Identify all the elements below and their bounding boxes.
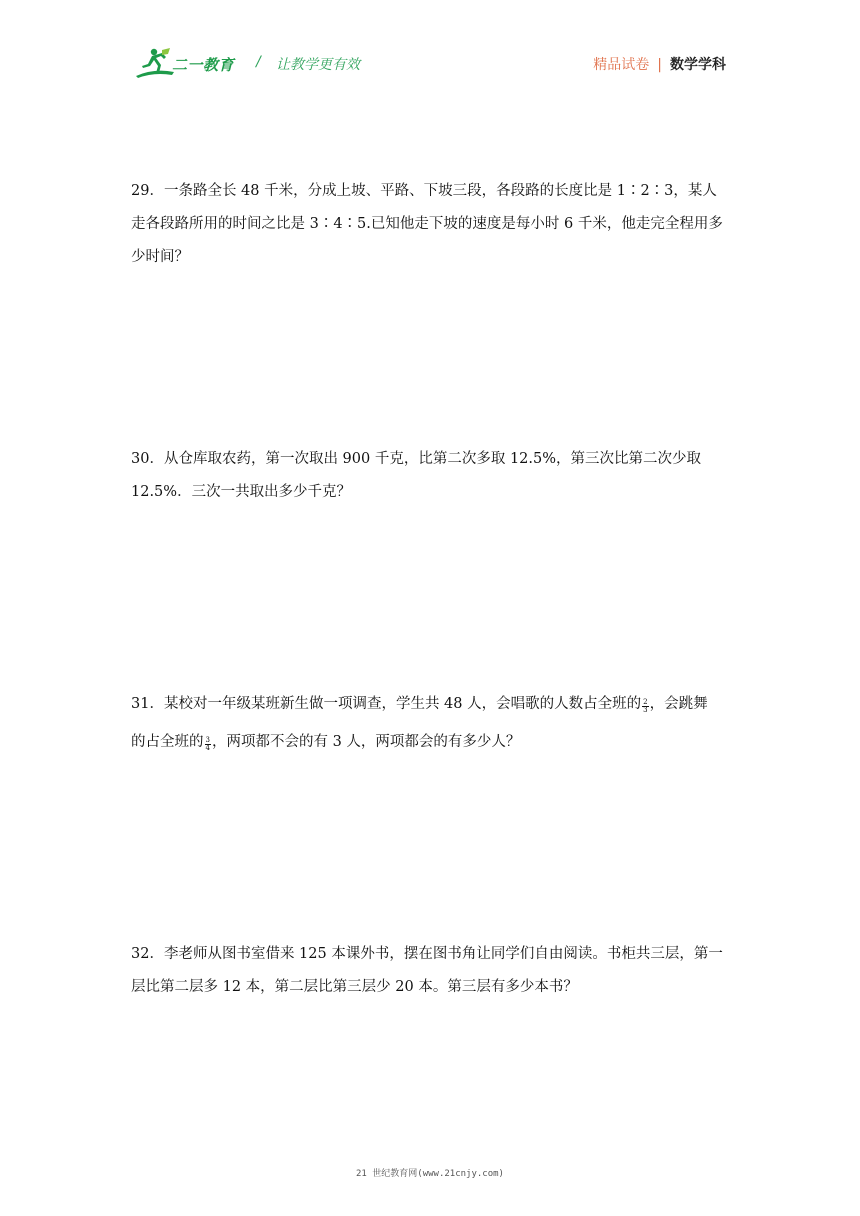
question-line: 12.5%．三次一共取出多少千克？ [131, 484, 352, 500]
fraction-denominator: 3 [643, 706, 648, 714]
question-line: 32．李老师从图书室借来 125 本课外书，摆在图书角让同学们自由阅读。书柜共三层，第一 [131, 946, 723, 962]
question-line: 29．一条路全长 48 千米，分成上坡、平路、下坡三段，各段路的长度比是 1∶2∶3，某人 [131, 183, 717, 199]
slogan-separator: / [256, 54, 261, 70]
header-separator: | [657, 57, 662, 73]
fraction-numerator: 3 [205, 736, 210, 744]
question-29 [131, 175, 731, 274]
question-text: 的占全班的 [131, 734, 204, 750]
question-line: 少时间？ [131, 249, 189, 265]
question-line: 走各段路所用的时间之比是 3∶4∶5.已知他走下坡的速度是每小时 6 千米，他走完全程用多 [131, 216, 723, 232]
subject-label: 数学学科 [670, 57, 726, 73]
question-text: ，会跳舞 [649, 696, 708, 712]
question-line [131, 723, 731, 761]
fraction-three-quarters [205, 737, 211, 752]
question-text: ，两项都不会的有 3 人，两项都会的有多少人？ [211, 734, 521, 750]
question-32 [131, 938, 731, 1004]
question-line: 层比第二层多 12 本，第二层比第三层少 20 本。第三层有多少本书？ [131, 979, 578, 995]
fraction-numerator: 2 [643, 698, 648, 706]
question-line: 30．从仓库取农药，第一次取出 900 千克，比第二次多取 12.5%，第三次比第二次少取 [131, 451, 702, 467]
question-31 [131, 685, 731, 761]
question-30 [131, 443, 731, 509]
fraction-two-thirds [642, 699, 648, 714]
slogan: 让教学更有效 [276, 57, 360, 73]
question-line [131, 685, 731, 723]
header-right [593, 54, 726, 74]
page-footer: 21 世纪教育网(www.21cnjy.com) [356, 1169, 504, 1179]
logo-text: 二一教育 [172, 56, 235, 74]
page-header [0, 0, 860, 90]
fraction-denominator: 4 [205, 744, 210, 752]
question-text: 31．某校对一年级某班新生做一项调查，学生共 48 人，会唱歌的人数占全班的 [131, 696, 642, 712]
paper-label: 精品试卷 [593, 57, 650, 73]
